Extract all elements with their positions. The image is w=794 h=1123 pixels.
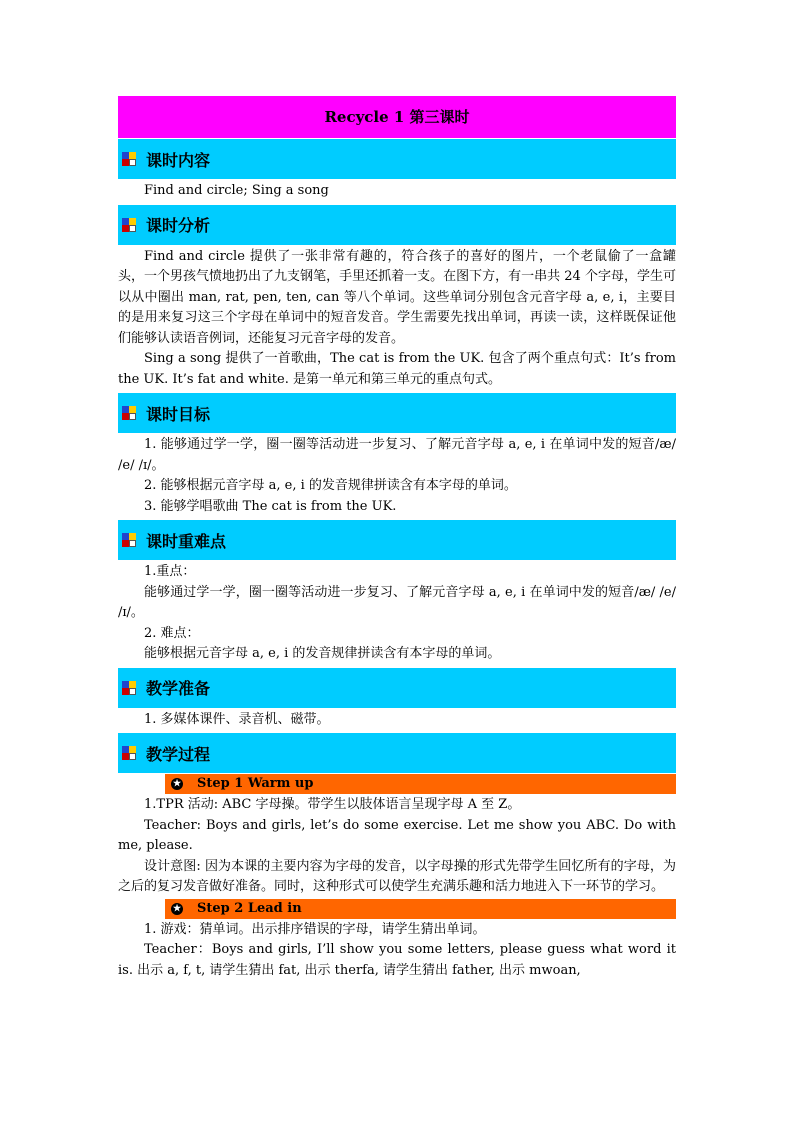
flag-bullet-icon — [122, 681, 136, 695]
focus-label: 1.重点： — [144, 564, 196, 579]
section-header-content — [118, 139, 676, 179]
section-header-analysis — [118, 205, 676, 245]
paragraph: Find and circle; Sing a song — [144, 183, 329, 198]
paragraph: Teacher: Boys and girls, let’s do some exercise. Let me show you ABC. Do with me, please. — [118, 817, 676, 853]
paragraph: Sing a song 提供了一首歌曲，The cat is from the UK. 包含了两个重点句式：It’s from the UK. It’s fat and white. 是第一单元和第三单元的重点句式。 — [118, 351, 676, 387]
page-title: Recycle 1 第三课时 — [118, 96, 676, 138]
step-body-warm-up — [118, 795, 676, 898]
section-body-content — [118, 179, 676, 204]
star-circle-icon: ★ — [172, 779, 182, 789]
section-body-goals — [118, 433, 676, 519]
section-heading: 教学准备 — [146, 679, 211, 698]
step-body-lead-in — [118, 920, 676, 982]
paragraph: 1. 游戏：猜单词。出示排序错误的字母，请学生猜出单词。 — [144, 921, 486, 937]
difficulty-text: 能够根据元音字母 a, e, i 的发音规律拼读含有本字母的单词。 — [144, 646, 501, 661]
section-heading: 课时内容 — [146, 150, 211, 170]
list-item: 3. 能够学唱歌曲 The cat is from the UK. — [144, 498, 397, 514]
lesson-plan-page — [118, 96, 676, 981]
section-header-goals — [118, 393, 676, 433]
star-circle-icon: ★ — [172, 903, 182, 914]
paragraph: Teacher：Boys and girls, I’ll show you some letters, please guess what word it is. 出示 a, f, t, 请学生猜出 fat, 出示 therfa, 请学生猜出 father, 出示 mwoan, — [118, 942, 676, 978]
step-header-warm-up — [165, 774, 676, 794]
section-heading: 课时重难点 — [146, 531, 227, 551]
difficulty-label: 2. 难点： — [144, 625, 200, 641]
step-header-lead-in — [165, 899, 676, 919]
paragraph: 设计意图: 因为本课的主要内容为字母的发音，以字母操的形式先带学生回忆所有的字母，为之后的复习发音做好准备。同时，这种形式可以使学生充满乐趣和活力地进入下一环节的学习。 — [118, 858, 676, 894]
step-label: Step 2 Lead in — [197, 900, 302, 916]
section-body-key-points — [118, 560, 676, 667]
flag-bullet-icon — [122, 152, 136, 166]
section-header-process — [118, 733, 676, 773]
focus-text: 能够通过学一学，圈一圈等活动进一步复习、了解元音字母 a, e, i 在单词中发的短音/æ/ /e/ /ɪ/。 — [118, 584, 676, 620]
step-label: Step 1 Warm up — [197, 776, 314, 791]
section-header-prep — [118, 668, 676, 708]
section-heading: 课时分析 — [146, 216, 211, 235]
flag-bullet-icon — [122, 746, 136, 760]
section-heading: 教学过程 — [146, 744, 211, 764]
flag-bullet-icon — [122, 533, 136, 547]
list-item: 1. 多媒体课件、录音机、磁带。 — [144, 711, 330, 727]
section-header-key-points — [118, 520, 676, 560]
list-item: 2. 能够根据元音字母 a, e, i 的发音规律拼读含有本字母的单词。 — [144, 478, 517, 493]
paragraph: Find and circle 提供了一张非常有趣的，符合孩子的喜好的图片，一个老鼠偷了一盒罐头，一个男孩气愤地扔出了九支钢笔，手里还抓着一支。在图下方，有一串共 24 个字母，学生可以从中圈出 man, rat, pen, ten, can 等八个单词。这些单词分别包含元音字母 a, e, i，主要目的是用来复习这三个字母在单词中的短音发音。学生需要先找出单词，再读一读，这样既保证他们能够认读语音例词，还能复习元音字母的发音。 — [118, 248, 676, 346]
section-body-prep — [118, 708, 676, 733]
section-heading: 课时目标 — [146, 404, 211, 424]
paragraph: 1.TPR 活动: ABC 字母操。带学生以肢体语言呈现字母 A 至 Z。 — [144, 797, 521, 812]
section-body-analysis — [118, 245, 676, 393]
list-item: 1. 能够通过学一学，圈一圈等活动进一步复习、了解元音字母 a, e, i 在单词中发的短音/æ/ /e/ /ɪ/。 — [118, 437, 676, 473]
flag-bullet-icon — [122, 406, 136, 420]
flag-bullet-icon — [122, 218, 136, 232]
